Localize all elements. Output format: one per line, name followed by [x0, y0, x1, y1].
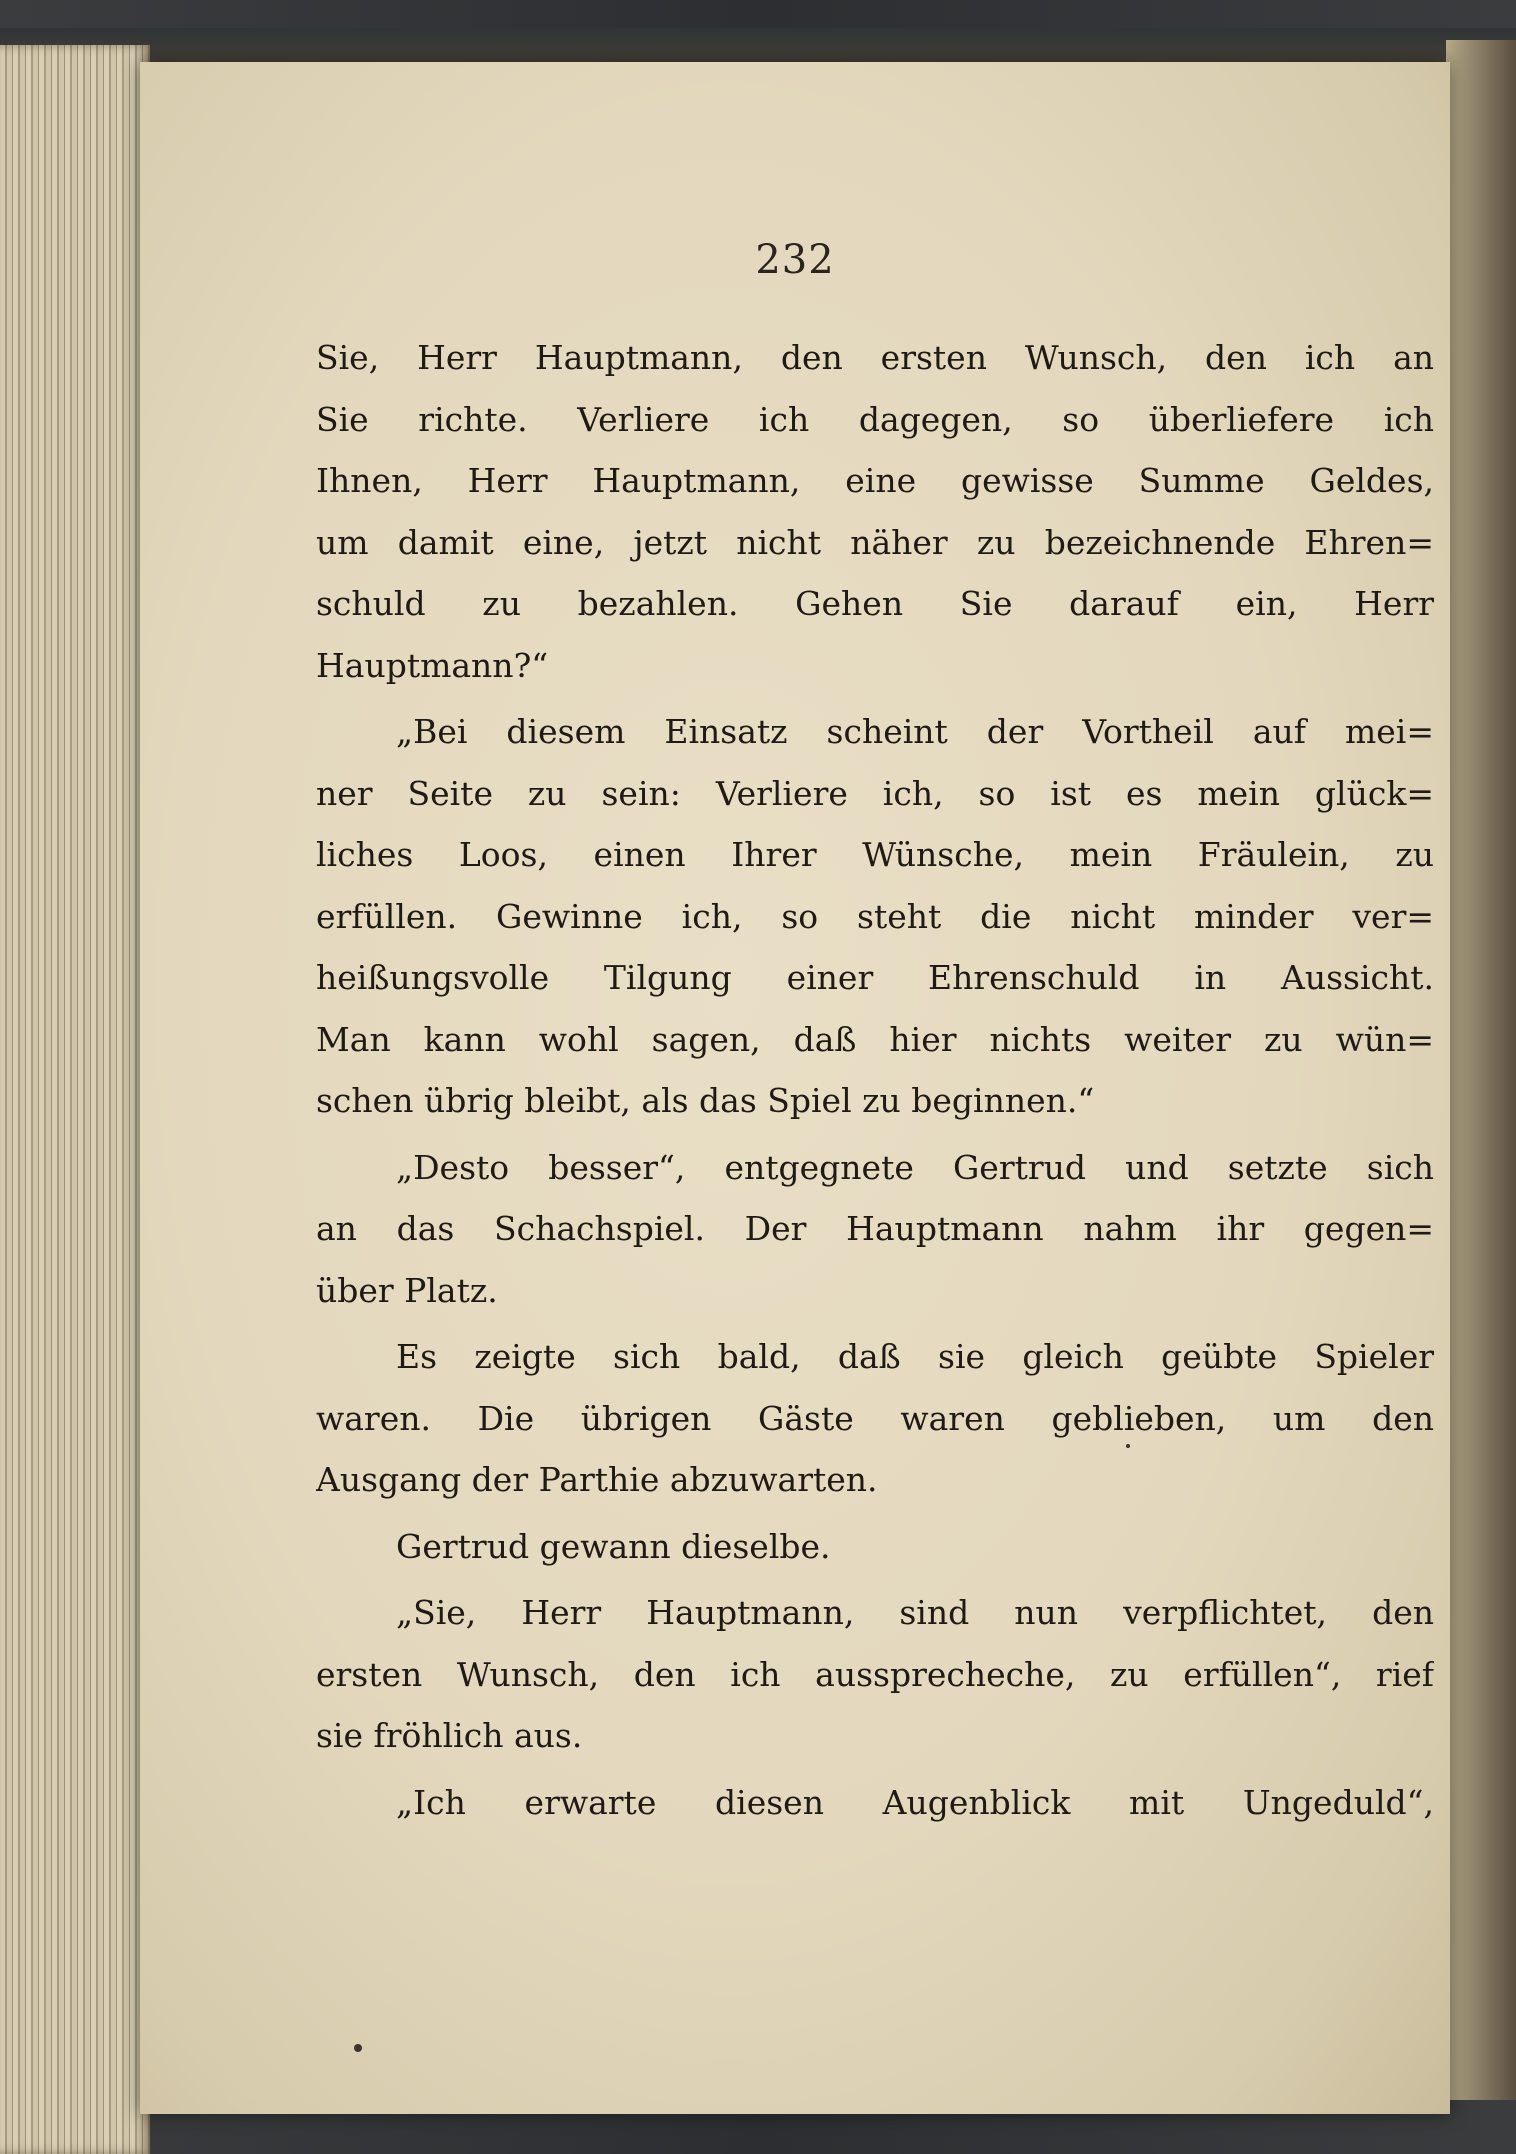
- paragraph: [316, 1516, 1434, 1578]
- paragraph: [316, 1137, 1434, 1322]
- book-page: [140, 62, 1450, 2114]
- text-line: „Sie, Herr Hauptmann, sind nun verpflichtet, den: [396, 1593, 1434, 1632]
- page-number: 232: [755, 237, 835, 283]
- scan-speck: [354, 2044, 362, 2052]
- text-line: Sie richte. Verliere ich dagegen, so überliefere ich: [316, 399, 1434, 439]
- text-line: an das Schachspiel. Der Hauptmann nahm ihr gegen=: [316, 1209, 1434, 1248]
- text-line: Ihnen, Herr Hauptmann, eine gewisse Summe Geldes,: [316, 461, 1434, 500]
- text-line: liches Loos, einen Ihrer Wünsche, mein Fräulein, zu: [316, 835, 1434, 874]
- text-line: Es zeigte sich bald, daß sie gleich geübte Spieler: [396, 1337, 1434, 1376]
- scan-speck: [1126, 1444, 1130, 1448]
- body-text: [316, 327, 1434, 1833]
- text-line: ersten Wunsch, den ich aussprecheche, zu erfüllen“, rief: [316, 1654, 1434, 1694]
- text-line: über Platz.: [316, 1270, 498, 1310]
- text-line: erfüllen. Gewinne ich, so steht die nicht minder ver=: [316, 896, 1434, 936]
- text-line: schen übrig bleibt, als das Spiel zu beginnen.“: [316, 1081, 1095, 1120]
- text-line: „Bei diesem Einsatz scheint der Vortheil auf mei=: [396, 712, 1434, 751]
- text-line: Man kann wohl sagen, daß hier nichts weiter zu wün=: [316, 1019, 1434, 1059]
- text-line: Gertrud gewann dieselbe.: [396, 1526, 831, 1566]
- paragraph: [316, 701, 1434, 1132]
- text-line: sie fröhlich aus.: [316, 1716, 583, 1755]
- text-line: schuld zu bezahlen. Gehen Sie darauf ein, Herr: [316, 584, 1434, 623]
- book-binding-edge: [1446, 40, 1516, 2100]
- paragraph: [316, 1772, 1434, 1834]
- text-line: waren. Die übrigen Gäste waren geblieben, um den: [316, 1398, 1434, 1438]
- page-edges-stack: [0, 45, 150, 2154]
- text-line: Ausgang der Parthie abzuwarten.: [316, 1460, 878, 1499]
- text-line: Sie, Herr Hauptmann, den ersten Wunsch, den ich an: [316, 338, 1434, 377]
- paragraph: [316, 327, 1434, 696]
- paragraph: [316, 1582, 1434, 1767]
- text-line: ner Seite zu sein: Verliere ich, so ist es mein glück=: [316, 773, 1434, 813]
- text-line: heißungsvolle Tilgung einer Ehrenschuld in Aussicht.: [316, 958, 1434, 997]
- text-line: „Desto besser“, entgegnete Gertrud und setzte sich: [396, 1147, 1434, 1187]
- text-line: um damit eine, jetzt nicht näher zu bezeichnende Ehren=: [316, 522, 1434, 562]
- text-line: Hauptmann?“: [316, 645, 549, 685]
- text-line: „Ich erwarte diesen Augenblick mit Ungeduld“,: [396, 1782, 1434, 1822]
- paragraph: [316, 1326, 1434, 1511]
